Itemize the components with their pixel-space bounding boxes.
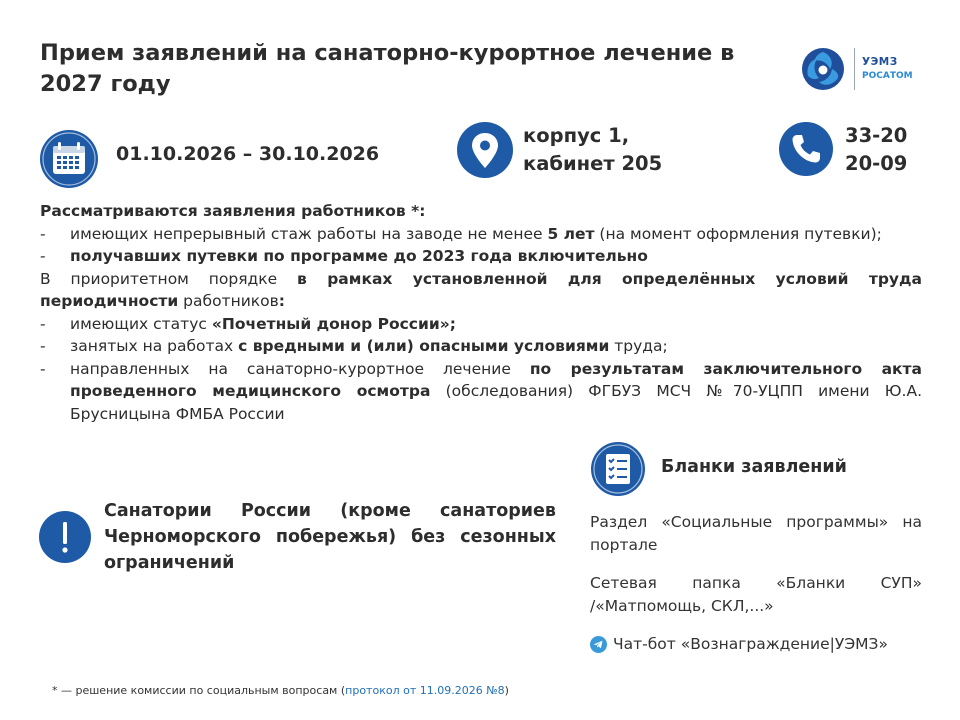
- logo-company-name: УЭМЗ: [862, 56, 898, 68]
- priority-text-2: работников: [178, 292, 279, 310]
- company-logo: [800, 44, 930, 94]
- priority-text: В приоритетном порядке: [40, 269, 298, 288]
- phone-text: [845, 122, 907, 178]
- location-text: [523, 122, 662, 178]
- forms-portal: Раздел «Социальные программы» на портале: [590, 513, 922, 554]
- logo-org-name: РОСАТОМ: [862, 71, 913, 81]
- rules-item-1-bold: 5 лет: [547, 224, 595, 243]
- location-line-2: кабинет 205: [523, 152, 663, 175]
- sanatorium-notice: Санатории России (кроме санаториев Черноморского побережья) без сезонных ограничений: [104, 501, 556, 573]
- location-pin-icon: [456, 121, 514, 179]
- checklist-icon: [590, 441, 646, 497]
- forms-title: Бланки заявлений: [661, 457, 847, 477]
- phone-icon: [778, 121, 834, 177]
- dates-text: 01.10.2026 – 30.10.2026: [116, 143, 380, 165]
- forms-chatbot[interactable]: [590, 635, 888, 653]
- phone-line-2: 20-09: [845, 152, 908, 175]
- rules-item-1-text-2: (на момент оформления путевки);: [594, 224, 882, 243]
- priority-colon: :: [278, 292, 285, 310]
- priority-item-2-bold: с вредными и (или) опасными условиями: [238, 337, 610, 355]
- eligibility-rules: [40, 200, 922, 425]
- page-title: Прием заявлений на санаторно-курортное лечение в 2027 году: [40, 40, 735, 97]
- list-dash: -: [40, 247, 46, 265]
- priority-item-3-text-2: (обследования) ФГБУЗ МСЧ №70-УЦПП имени Ю.А. Брусницына ФМБА России: [70, 382, 923, 423]
- phone-line-1: 33-20: [845, 124, 908, 147]
- footnote: [52, 684, 509, 697]
- priority-item-3-text: направленных на санаторно-курортное лечение: [70, 359, 530, 378]
- priority-item-3-bold: по результатам заключительного акта проведенного медицинского осмотра: [70, 359, 922, 400]
- logo-divider: [854, 48, 855, 90]
- list-dash: -: [40, 359, 46, 378]
- rules-item-1: [40, 223, 922, 246]
- list-dash: -: [40, 314, 46, 333]
- location-line-1: корпус 1,: [523, 124, 630, 147]
- rules-heading: Рассматриваются заявления работников *:: [40, 202, 426, 220]
- rosatom-logo-icon: [800, 46, 846, 92]
- footnote-protocol-link[interactable]: протокол от 11.09.2026 №8: [345, 684, 505, 697]
- footnote-end: ): [504, 684, 509, 697]
- list-dash: -: [40, 337, 46, 355]
- rules-item-1-text: имеющих непрерывный стаж работы на заводе не менее: [70, 224, 548, 243]
- priority-item-1-text: имеющих статус: [70, 314, 212, 333]
- priority-item-2: [40, 335, 922, 358]
- footnote-text: * — решение комиссии по социальным вопросам (: [52, 684, 346, 697]
- chatbot-label[interactable]: Чат-бот «Вознаграждение|УЭМЗ»: [613, 635, 888, 653]
- rules-item-2: [40, 245, 922, 268]
- exclamation-icon: [38, 510, 92, 564]
- calendar-icon: [38, 128, 100, 190]
- rules-item-2-bold: получавших путевки по программе до 2023 года включительно: [70, 247, 648, 265]
- priority-item-2-text: занятых на работах: [70, 337, 239, 355]
- forms-folder: Сетевая папка «Бланки СУП» /«Матпомощь, СКЛ,...»: [590, 574, 922, 615]
- list-dash: -: [40, 224, 46, 243]
- priority-item-1-bold: «Почетный донор России»;: [211, 314, 456, 333]
- telegram-icon: [590, 636, 607, 653]
- priority-bold: в рамках установленной для определённых условий труда периодичности: [40, 269, 922, 310]
- priority-item-2-text-2: труда;: [609, 337, 668, 355]
- priority-paragraph: [40, 268, 922, 313]
- priority-item-3: [40, 358, 922, 426]
- priority-item-1: [40, 313, 922, 336]
